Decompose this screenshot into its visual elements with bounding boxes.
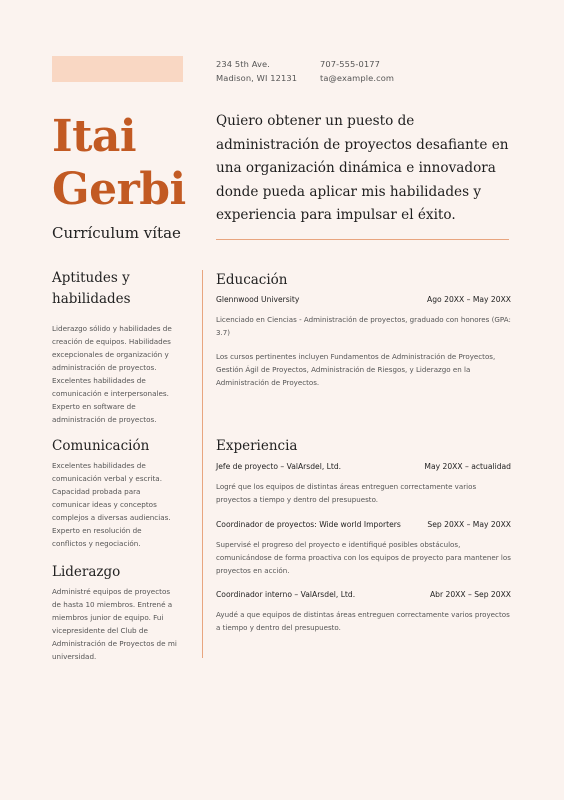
job-description: Logré que los equipos de distintas áreas entreguen correctamente varios proyectos a tiempo y dentro del presupuesto. (216, 482, 477, 504)
last-name: Gerbi (52, 164, 186, 215)
job-description: Supervisé el progreso del proyecto e identifiqué posibles obstáculos, comunicándose de forma proactiva con los equipos de proyecto para mantener los proyectos en acción. (216, 540, 511, 575)
email: ta@example.com (320, 73, 395, 83)
job-dates: Sep 20XX – May 20XX (427, 520, 511, 529)
divider-vertical (202, 270, 203, 658)
job-row (216, 462, 511, 471)
education-dates: Ago 20XX – May 20XX (427, 295, 511, 304)
communication-section (52, 436, 178, 550)
skills-text: Liderazgo sólido y habilidades de creación de equipos. Habilidades excepcionales de organización y administración de proyectos. Excelentes habilidades de comunicación e interpersonales. Experto en software de administración de proyectos. (52, 324, 172, 424)
first-name: Itai (52, 111, 137, 162)
coursework-text: Los cursos pertinentes incluyen Fundamentos de Administración de Proyectos, Gestión Ágil de Proyectos, Administración de Riesgos, y Liderazgo en la Administración de Proyectos. (216, 352, 496, 387)
leadership-heading: Liderazgo (52, 564, 121, 580)
job-row (216, 520, 511, 529)
skills-section (52, 268, 178, 426)
divider-top (216, 239, 509, 240)
leadership-section (52, 562, 178, 663)
contact-info (320, 57, 394, 85)
job-dates: Abr 20XX – Sep 20XX (429, 590, 511, 599)
address (216, 57, 297, 85)
person-name (52, 110, 186, 216)
job-dates: May 20XX – actualidad (424, 462, 511, 471)
address-line-1: 234 5th Ave. (216, 59, 270, 69)
degree-text: Licenciado en Ciencias - Administración de proyectos, graduado con honores (GPA: 3.7) (216, 315, 511, 337)
school-name: Glennwood University (216, 295, 300, 304)
communication-heading: Comunicación (52, 438, 150, 454)
skills-heading: Aptitudes y habilidades (52, 270, 131, 307)
objective-statement: Quiero obtener un puesto de administración de proyectos desafiante en una organización dinámica e innovadora donde pueda aplicar mis habilidades y experiencia para impulsar el éxito. (216, 113, 509, 223)
experience-heading: Experiencia (216, 438, 298, 454)
communication-text: Excelentes habilidades de comunicación verbal y escrita. Capacidad probada para comunicar ideas y conceptos complejos a diversas audiencias. Experto en resolución de conflictos y negociación. (52, 461, 171, 548)
job-role: Coordinador interno – ValArsdel, Ltd. (216, 590, 356, 599)
document-label: Currículum vítae (52, 224, 181, 242)
phone: 707-555-0177 (320, 59, 380, 69)
job-role: Jefe de proyecto – ValArsdel, Ltd. (216, 462, 342, 471)
job-row (216, 590, 511, 599)
address-line-2: Madison, WI 12131 (216, 73, 298, 83)
leadership-text: Administré equipos de proyectos de hasta 10 miembros. Entrené a miembros junior de equipo. Fui vicepresidente del Club de Administración de Proyectos de mi universidad. (52, 587, 177, 661)
education-row (216, 295, 511, 304)
job-description: Ayudé a que equipos de distintas áreas entreguen correctamente varios proyectos a tiempo y dentro del presupuesto. (216, 610, 510, 632)
education-heading: Educación (216, 272, 288, 288)
accent-block (52, 56, 183, 82)
job-role: Coordinador de proyectos: Wide world Importers (216, 520, 401, 529)
